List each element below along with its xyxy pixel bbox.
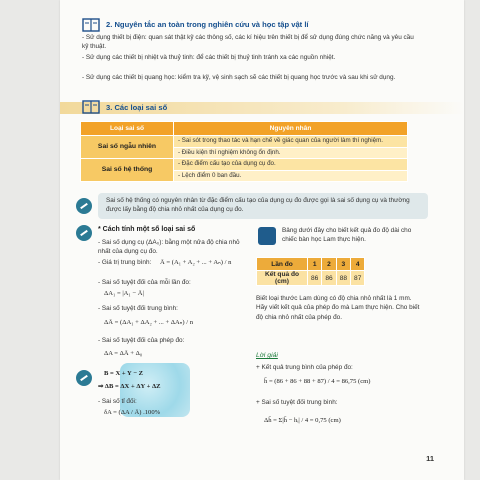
error-types-table xyxy=(80,121,408,182)
pencil-icon xyxy=(76,198,92,214)
table-cell: 86 xyxy=(308,271,322,286)
table-row xyxy=(257,258,365,271)
table-header: Lần đo xyxy=(257,258,308,271)
pencil-icon xyxy=(76,225,92,241)
error-kind: Sai số ngẫu nhiên xyxy=(81,136,174,159)
howto-line: - Sai số tuyệt đối của mỗi lần đo: xyxy=(98,279,191,286)
howto-line: - Sai số tuyệt đối của phép đo: xyxy=(98,337,185,344)
abs-each-formula: ΔA₁ = |A₁ − Ā| xyxy=(104,290,144,297)
error-kind: Sai số hệ thống xyxy=(81,159,174,182)
table-row xyxy=(81,159,408,171)
page xyxy=(60,0,464,480)
safety-paragraph-3: - Sử dụng các thiết bị quang học: kiểm tra kỹ, vệ sinh sạch sẽ các thiết bị quang học trước và sau khi sử dụng. xyxy=(82,74,396,81)
table-cell: 86 xyxy=(322,271,336,286)
table-row xyxy=(81,136,408,148)
example-intro: Bảng dưới đây cho biết kết quả đo độ dài cho chiếc bàn học Lam thực hiện. xyxy=(282,227,412,243)
table-cell: 3 xyxy=(336,258,350,271)
sum-formula: B = X + Y − Z xyxy=(104,370,143,377)
table-cell: 2 xyxy=(322,258,336,271)
safety-paragraph-1: - Sử dụng thiết bị điện: quan sát thật kỹ các thông số, các kí hiệu trên thiết bị để sử dụng đúng chức năng và yêu cầu kỹ thuật. xyxy=(82,34,414,51)
table-cell: 1 xyxy=(308,258,322,271)
note-text: Sai số hệ thống có nguyên nhân từ đặc điểm cấu tạo của dụng cụ đo được gọi là sai số dụng cụ và thường được lấy bằng độ chia nhỏ nhất của dụng cụ đo. xyxy=(106,197,410,213)
book-icon xyxy=(82,18,100,32)
howto-title: * Cách tính một số loại sai số xyxy=(98,226,196,233)
solution-step-2: + Sai số tuyệt đối trung bình: xyxy=(256,399,338,406)
abs-total-formula: ΔA = ΔĀ + Δ₀ xyxy=(104,350,143,357)
mean-height-formula: h̄ = (86 + 86 + 88 + 87) / 4 = 86,75 (cm) xyxy=(264,378,371,385)
pencil-icon xyxy=(76,370,92,386)
howto-line: - Giá trị trung bình: xyxy=(98,259,152,266)
page-number: 11 xyxy=(426,454,434,463)
howto-line: - Sai số dụng cụ (ΔA₀): bằng một nửa độ chia nhỏ nhất của dụng cụ đo. xyxy=(98,239,240,256)
safety-paragraph-2: - Sử dụng các thiết bị nhiệt và thuỷ tinh: để các thiết bị thuỷ tinh tránh xa các nguồn nhiệt. xyxy=(82,54,336,61)
table-header: Loại sai số xyxy=(81,122,174,136)
mean-formula: Ā = (A₁ + A₂ + ... + Aₙ) / n xyxy=(160,259,232,266)
table-cell: 87 xyxy=(351,271,365,286)
example-question: Biết loại thước Lam dùng có độ chia nhỏ nhất là 1 mm. Hãy viết kết quả của phép đo mà Lam thực hiện. Cho biết độ chia nhỏ nhất của phép đo. xyxy=(256,295,420,321)
error-cause: - Đặc điểm cấu tạo của dụng cụ đo. xyxy=(174,159,408,171)
solution-title: Lời giải xyxy=(256,352,278,359)
error-cause: - Điều kiện thí nghiệm không ổn định. xyxy=(174,147,408,159)
section-2-title: 2. Nguyên tắc an toàn trong nghiên cứu và học tập vật lí xyxy=(106,20,309,29)
table-row xyxy=(257,271,365,286)
relative-error-formula: δA = (ΔA / Ā) .100% xyxy=(104,409,161,416)
error-cause: - Sai sót trong thao tác và hạn chế về giác quan của người làm thí nghiệm. xyxy=(174,136,408,148)
book-icon xyxy=(82,100,100,114)
table-cell: 4 xyxy=(351,258,365,271)
section-3-title: 3. Các loại sai số xyxy=(106,103,168,112)
table-header: Kết quả đo (cm) xyxy=(257,271,308,286)
measurement-table xyxy=(256,257,365,286)
error-cause: - Lệch điểm 0 ban đầu. xyxy=(174,170,408,182)
sum-error-formula: ⇒ ΔB = ΔX + ΔY + ΔZ xyxy=(98,383,161,390)
book-icon xyxy=(258,227,276,245)
solution-step-1: + Kết quả trung bình của phép đo: xyxy=(256,364,353,371)
howto-line: - Sai số tỉ đối: xyxy=(98,398,137,405)
table-header: Nguyên nhân xyxy=(174,122,408,136)
abs-mean-formula: ΔĀ = (ΔA₁ + ΔA₂ + ... + ΔAₙ) / n xyxy=(104,319,194,326)
abs-error-formula: Δh̄ = Σ|h̄ − hᵢ| / 4 = 0,75 (cm) xyxy=(264,417,341,424)
howto-line: - Sai số tuyệt đối trung bình: xyxy=(98,305,178,312)
table-cell: 88 xyxy=(336,271,350,286)
